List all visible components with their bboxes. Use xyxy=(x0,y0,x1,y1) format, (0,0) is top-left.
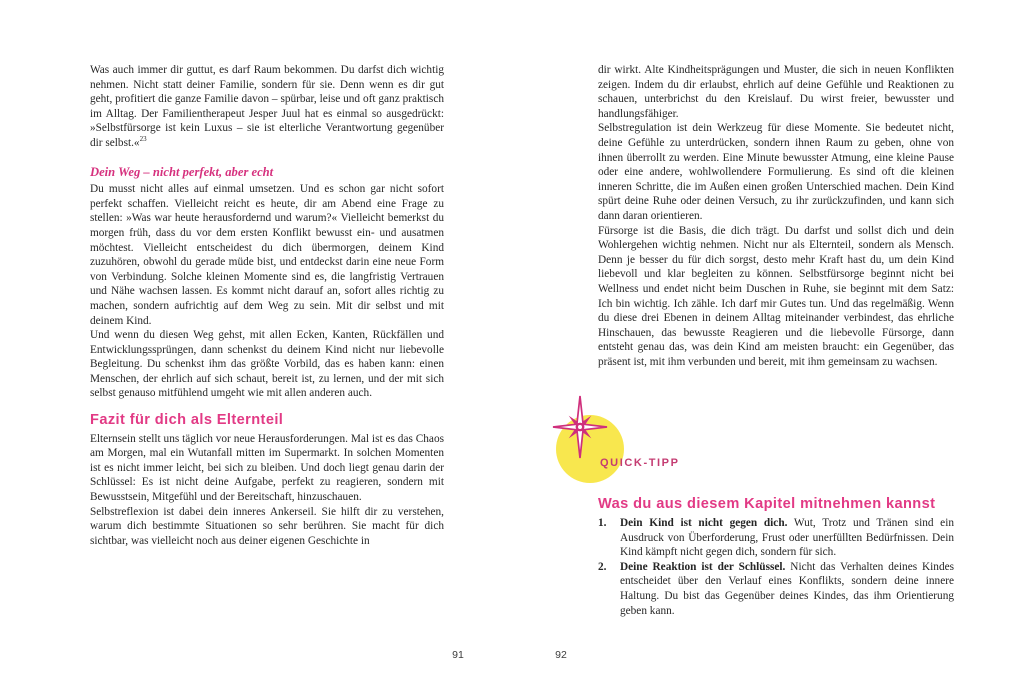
takeaway-item xyxy=(598,516,954,560)
takeaway-lead: Deine Reaktion ist der Schlüssel. xyxy=(620,560,786,573)
page-number-right: 92 xyxy=(555,649,567,661)
conclusion-heading: Fazit für dich als Elternteil xyxy=(90,412,284,429)
intro-paragraph-text: Was auch immer dir guttut, es darf Raum bekommen. Du darfst dich wichtig nehmen. Nicht statt deiner Familie, sondern für sie. Denn wenn es dir gut geht, profitiert die ganze Familie davon – spürbar, leise und oft ganz praktisch im Alltag. Der Familientherapeut Jesper Juul hat es einmal so ausgedrückt: »Selbstfürsorge ist kein Luxus – sie ist elterliche Verantwortung gegenüber dir selbst.« xyxy=(90,64,444,149)
body-paragraph: Du musst nicht alles auf einmal umsetzen. Und es schon gar nicht sofort perfekt schaffen. Vielleicht reicht es heute, dir am Abend eine Frage zu stellen: »Was war heute herausfordernd und warum?« Vielleicht bemerkst du morgen früh, dass du vor dem ersten Konflikt bewusst ein- und ausatmen möchtest. Vielleicht entscheidest du dich übermorgen, deinem Kind zuzuhören, obwohl du gerade müde bist, und entdeckst darin eine neue Form von Verbindung. Solche kleinen Momente sind es, die langfristig Vertrauen und Nähe wachsen lassen. Es kommt nicht darauf an, sofort alles richtig zu machen, sondern aufrichtig auf dem Weg zu sein. Mit dir selbst und mit deinem Kind. xyxy=(90,183,444,327)
body-paragraph: Elternsein stellt uns täglich vor neue Herausforderungen. Mal ist es das Chaos am Morgen, mal ein Wutanfall mitten im Supermarkt. In solchen Momenten ist es nicht immer leicht, bei sich zu bleiben. Und doch liegt genau darin der Schlüssel: Es ist nicht deine Aufgabe, perfekt zu reagieren, sondern mit Bewusstsein, Mitgefühl und der Bereitschaft, hinzuschauen. xyxy=(90,432,444,504)
takeaway-number: 2. xyxy=(598,560,607,573)
takeaway-number: 1. xyxy=(598,517,607,530)
body-paragraph: Selbstregulation ist dein Werkzeug für diese Momente. Sie bedeutet nicht, deine Gefühle zu unterdrücken, sondern ihnen Raum zu geben, ohne von ihnen überrollt zu werden. Eine Minute bewusster Atmung, eine kleine Pause oder eine andere, wohlwollendere Formulierung. Es sind oft die kleinen inneren Schritte, die im Außen einen großen Unterschied machen. Dein Kind spürt deine Ruhe oder deinen Versuch, zu ihr zurückzufinden, und kann sich dann daran orientieren. xyxy=(598,122,954,222)
italic-subheading: Dein Weg – nicht perfekt, aber echt xyxy=(90,164,274,179)
body-paragraph: Fürsorge ist die Basis, die dich trägt. Du darfst und sollst dich und dein Wohlergehen wichtig nehmen. Nicht nur als Elternteil, sondern als Mensch. Denn je besser du für dich sorgst, desto mehr Kraft hast du, um dein Kind liebevoll und klar begleiten zu können. Selbstfürsorge beginnt nicht bei Wellness und endet nicht beim Duschen in Ruhe, sie beginnt mit dem Satz: Ich bin wichtig. Ich zähle. Ich darf mir Gutes tun. Und das regelmäßig. Wenn du diese drei Ebenen in deinem Alltag miteinander verbindest, das ehrliche Hinschauen, das bewusste Reagieren und die liebevolle Fürsorge, dann entsteht genau das, was dein Kind am meisten braucht: ein Gegenüber, das präsent ist, mit ihm verbunden und bereit, mit ihm gemeinsam zu wachsen. xyxy=(598,224,954,368)
body-paragraph: dir wirkt. Alte Kindheitsprägungen und Muster, die sich in neuen Konflikten zeigen. Indem du dir erlaubst, ehrlich auf deine Gefühle und Reaktionen zu schauen, unterbrichst du den Kreislauf. Du wirst freier, bewusster und handlungsfähiger. xyxy=(598,64,954,120)
left-page xyxy=(90,63,444,548)
takeaway-text: Nicht das Verhalten deines Kindes entscheidet über den Verlauf eines Konflikts, sondern deine innere Haltung. Du bist das Gegenüber deines Kindes, das ihm Orientierung geben kann. xyxy=(620,560,955,617)
takeaway-item xyxy=(598,560,954,618)
body-paragraph: Selbstreflexion ist dabei dein inneres Ankerseil. Sie hilft dir zu verstehen, warum dich bestimmte Situationen so sehr berühren. Sie macht für dich sichtbar, was vielleicht noch aus deiner eigenen Geschichte in xyxy=(90,505,444,547)
quick-tipp-label: QUICK-TIPP xyxy=(600,457,680,470)
body-paragraph: Und wenn du diesen Weg gehst, mit allen Ecken, Kanten, Rückfällen und Entwicklungssprüngen, dann schenkst du deinem Kind nicht nur liebevolle Begleitung. Du schenkst ihm das größte Vorbild, das es haben kann: einen Menschen, der ehrlich auf sich schaut, bereit ist, zu lernen, und der mit sich selbst genauso mitfühlend umgeht wie mit allen anderen auch. xyxy=(90,329,444,400)
footnote-reference: 23 xyxy=(139,135,147,144)
takeaway-text: Wut, Trotz und Tränen sind ein Ausdruck von Überforderung, Frust oder unerfüllten Bedürfnissen. Dein Kind kämpft nicht gegen dich, sondern für sich. xyxy=(620,517,954,559)
page-number-left: 91 xyxy=(452,649,464,661)
quick-tipp-badge xyxy=(598,389,954,485)
intro-paragraph xyxy=(90,63,444,151)
takeaway-heading: Was du aus diesem Kapitel mitnehmen kannst xyxy=(598,496,936,513)
takeaway-lead: Dein Kind ist nicht gegen dich. xyxy=(620,517,788,530)
right-page xyxy=(598,63,954,618)
compass-star-icon xyxy=(548,394,612,460)
